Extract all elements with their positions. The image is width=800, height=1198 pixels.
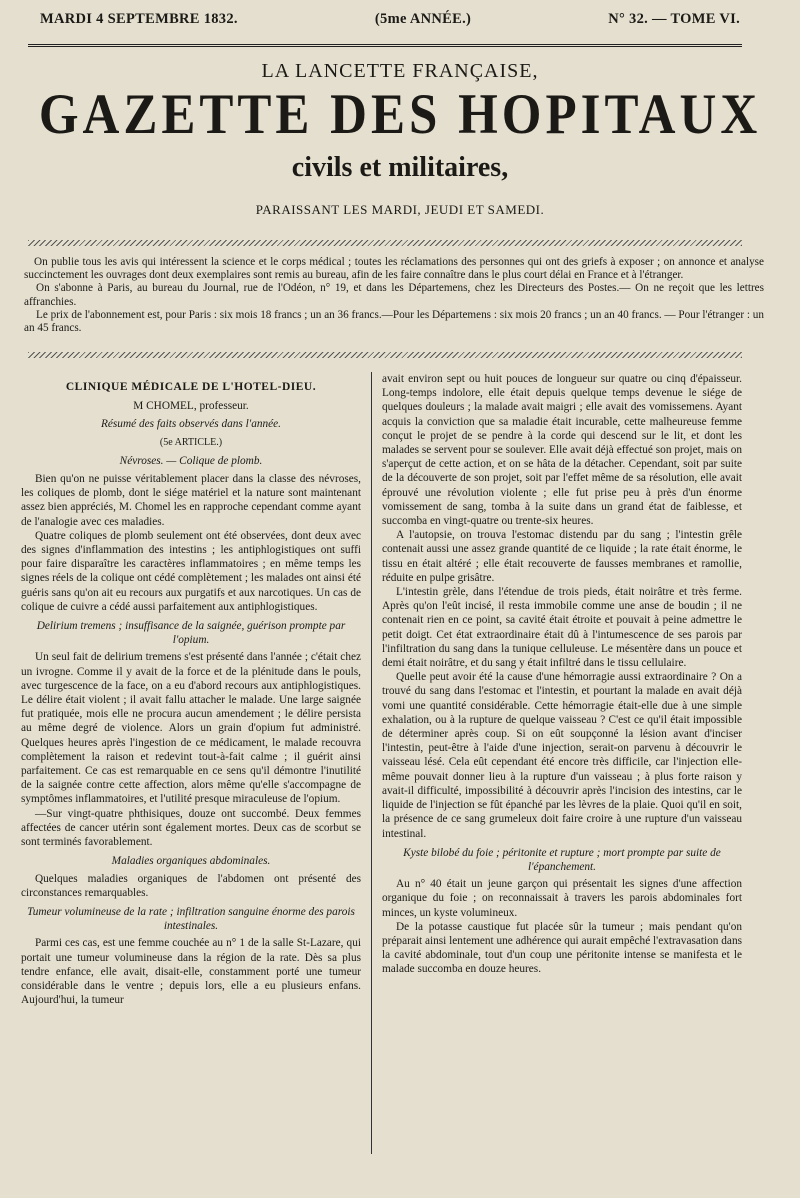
paragraph: De la potasse caustique fut placée sûr la tumeur ; mais pendant qu'on préparait ainsi lentement une adhérence qui aurait empêché l'extravasation dans la cavité abdominale, tout d'un coup une péritonite intense se manifesta et le malade succomba en douze heures.: [382, 920, 742, 976]
column-divider: [371, 372, 372, 1154]
paragraph: L'intestin grèle, dans l'étendue de trois pieds, était noirâtre et très ferme. Après qu'on l'eût incisé, il resta immobile comme une anse de boudin ; il ne contenait rien en ce point, sa cavité était étroite et pouvait à peine admettre le petit doigt. Cet état extraordinaire était dû à l'intumescence de ses parois par l'infiltration du sang dans la tunique celluleuse. Le mésentère dans un pouce et demi était noirâtre, et du sang y était infiltré dans le tissu cellulaire.: [382, 586, 742, 670]
notice-paragraph: Le prix de l'abonnement est, pour Paris : six mois 18 francs ; un an 36 francs.—Pour les Départemens : six mois 20 francs ; un an 40 francs. — Pour l'étranger : un an 45 francs.: [24, 308, 764, 335]
wavy-divider-top: [28, 240, 742, 246]
paragraph: Bien qu'on ne puisse véritablement placer dans la classe des névroses, les coliques de plomb, dont le siége matériel et la nature sont maintenant assez bien appréciés, M. Chomel les en rapproche cependant comme ayant de l'analogie avec ces maladies.: [21, 473, 361, 528]
subscription-notice: [24, 256, 764, 335]
issue-date: MARDI 4 SEPTEMBRE 1832.: [40, 10, 238, 27]
article-number: (5e ARTICLE.): [159, 436, 223, 448]
section-tumeur: Tumeur volumineuse de la rate ; infiltration sanguine énorme des parois intestinales.: [27, 905, 355, 933]
title-civils: civils et militaires,: [291, 152, 509, 183]
subtitle-lancette: LA LANCETTE FRANÇAISE,: [261, 60, 539, 82]
wavy-divider-bottom: [28, 352, 742, 358]
paragraph: Parmi ces cas, est une femme couchée au n° 1 de la salle St-Lazare, qui portait une tumeur volumineuse dans la région de la rate. Dès sa plus tendre enfance, elle avait, disait-elle, constamment porté une tumeur considérable dans le ventre ; depuis lors, elle a eu plusieurs enfans. Aujourd'hui, la tumeur: [21, 937, 361, 1007]
section-kyste: Kyste bilobé du foie ; péritonite et rupture ; mort prompte par suite de l'épanchement.: [403, 846, 721, 873]
left-column: [21, 380, 361, 1007]
paragraph: —Sur vingt-quatre phthisiques, douze ont succombé. Deux femmes affectées de cancer utérin sont également mortes. Deux cas de scorbut se sont terminés favorablement.: [21, 807, 361, 849]
issue-year: (5me ANNÉE.): [374, 10, 472, 27]
masthead-line: [40, 8, 740, 30]
article-heading: CLINIQUE MÉDICALE DE L'HOTEL-DIEU.: [65, 381, 317, 393]
paragraph: Quatre coliques de plomb seulement ont été observées, dont deux avec des signes d'inflammation des intestins ; les antiphlogistiques ont suffi pour faire disparaître les caractères inflammatoires ; en même temps les signes réels de la colique ont cédé complètement ; les malades ont ainsi été guéris sans qu'on ait eu recours aux purgatifs et aux narcotiques. Un cas de colique de cuivre a cédé aussi parfaitement aux antiphlogistiques.: [21, 529, 361, 613]
professor-line: M CHOMEL, professeur.: [133, 400, 249, 413]
paragraph: Un seul fait de delirium tremens s'est présenté dans l'année ; c'était chez un ivrogne. Comme il y avait de la force et de la plénitude dans le pouls, avec turgescence de la face, on a eu d'abord recours aux antiphlogistiques. Le délire était violent ; il avait fallu attacher le malade. Une large saignée fut pratiquée, mois elle ne procura aucun amendement ; le délire persista au même degré de violence. Alors un grain d'opium fut administré. Quelques heures après l'ingestion de ce médicament, le malade recouvra complètement la raison et redevint tout-à-fait calme ; il guérit ainsi parfaitement. Ce cas est remarquable en ce sens qu'il démontre l'inutilité de la saignée contre cette affection, alors même qu'elle s'accompagne de symptômes inflammatoires, et l'utilité presque miraculeuse de l'opium.: [21, 651, 361, 806]
notice-paragraph: On s'abonne à Paris, au bureau du Journal, rue de l'Odéon, n° 19, et dans les Départemens, chez les Directeurs des Postes.— On ne reçoit que les lettres affranchies.: [24, 282, 764, 308]
section-delirium: Delirium tremens ; insuffisance de la saignée, guérison prompte par l'opium.: [36, 620, 346, 647]
notice-paragraph: On publie tous les avis qui intéressent la science et le corps médical ; toutes les réclamations des personnes qui ont des griefs à exposer ; on annonce et analyse succinctement les ouvrages dont deux exemplaires sont remis au bureau, afin de les faire connaître dans le plus court délai en France et à l'étranger.: [24, 256, 764, 282]
publication-schedule: PARAISSANT LES MARDI, JEUDI ET SAMEDI.: [255, 202, 545, 217]
issue-number: N° 32. — TOME VI.: [608, 10, 740, 27]
paragraph: Quelques maladies organiques de l'abdomen ont présenté des circonstances remarquables.: [21, 872, 361, 899]
paragraph: A l'autopsie, on trouva l'estomac distendu par du sang ; l'intestin grêle contenait aussi une assez grande quantité de ce liquide ; la rate était énorme, le tissu en était altéré ; elle était recouverte de fausses membranes et ramollie, réduite en pulpe grisâtre.: [382, 529, 742, 584]
newspaper-title: GAZETTE DES HOPITAUX: [38, 83, 762, 147]
resume-line: Résumé des faits observés dans l'année.: [101, 418, 281, 431]
masthead-rule: [28, 44, 742, 47]
section-nevroses: Névroses. — Colique de plomb.: [119, 454, 263, 467]
paragraph: Quelle peut avoir été la cause d'une hémorragie aussi extraordinaire ? On a trouvé du sang dans l'estomac et l'intestin, et pourtant la malade en avait déjà vomi une quantité considérable. Cette hémorragie était-elle due à une simple exhalation, ou à la rupture de quelque vaisseau ? C'est ce qu'il était impossible de déterminer après coup. Si on eût soupçonné la lésion avant d'inciser l'intestin, peut-être à l'aide d'une injection, serait-on parvenu à découvrir le vaisseau lésé. Cela eût cependant été encore très difficile, car l'injection elle-même pouvait donner lieu à la rupture d'un vaisseau ; à plus forte raison y avait-il difficulté, impossibilité à découvrir après l'incision des intestins, car le liquide de l'injection se fût épanché par les lèvres de la plaie. Quoi qu'il en soit, la présence de ce sang grumeleux doit faire croire à une rupture d'un vaisseau intestinal.: [382, 671, 742, 840]
section-maladies: Maladies organiques abdominales.: [111, 855, 271, 868]
right-column: [382, 372, 742, 977]
paragraph: avait environ sept ou huit pouces de longueur sur quatre ou cinq d'épaisseur. Long-temps indolore, elle était depuis quelque temps devenue le siége de quelques douleurs ; la malade avait maigri ; elle avait des vomissemens. Ayant acquis la conviction que sa maladie était incurable, cette malheureuse femme conçut le projet de se pendre à la corde qui descend sur le lit, et dont les malades se servent pour se soulever. Elle avait déjà effectué son projet, mais on s'aperçut de cette action, et on se hâta de la détacher. Cependant, soit par suite de la découverte de son projet, soit par l'effet même de sa résolution, elle avait éprouvé une révolution violente ; elle fut prise peu à près d'un énorme vomissement de sang, tomba à la suite dans un grand état de faiblesse, et succomba en vingt-quatre ou trente-six heures.: [382, 373, 742, 528]
paragraph: Au n° 40 était un jeune garçon qui présentait les signes d'une affection organique du foie ; on reconnaissait à travers les parois abdominales fort minces, un kyste volumineux.: [382, 878, 742, 919]
